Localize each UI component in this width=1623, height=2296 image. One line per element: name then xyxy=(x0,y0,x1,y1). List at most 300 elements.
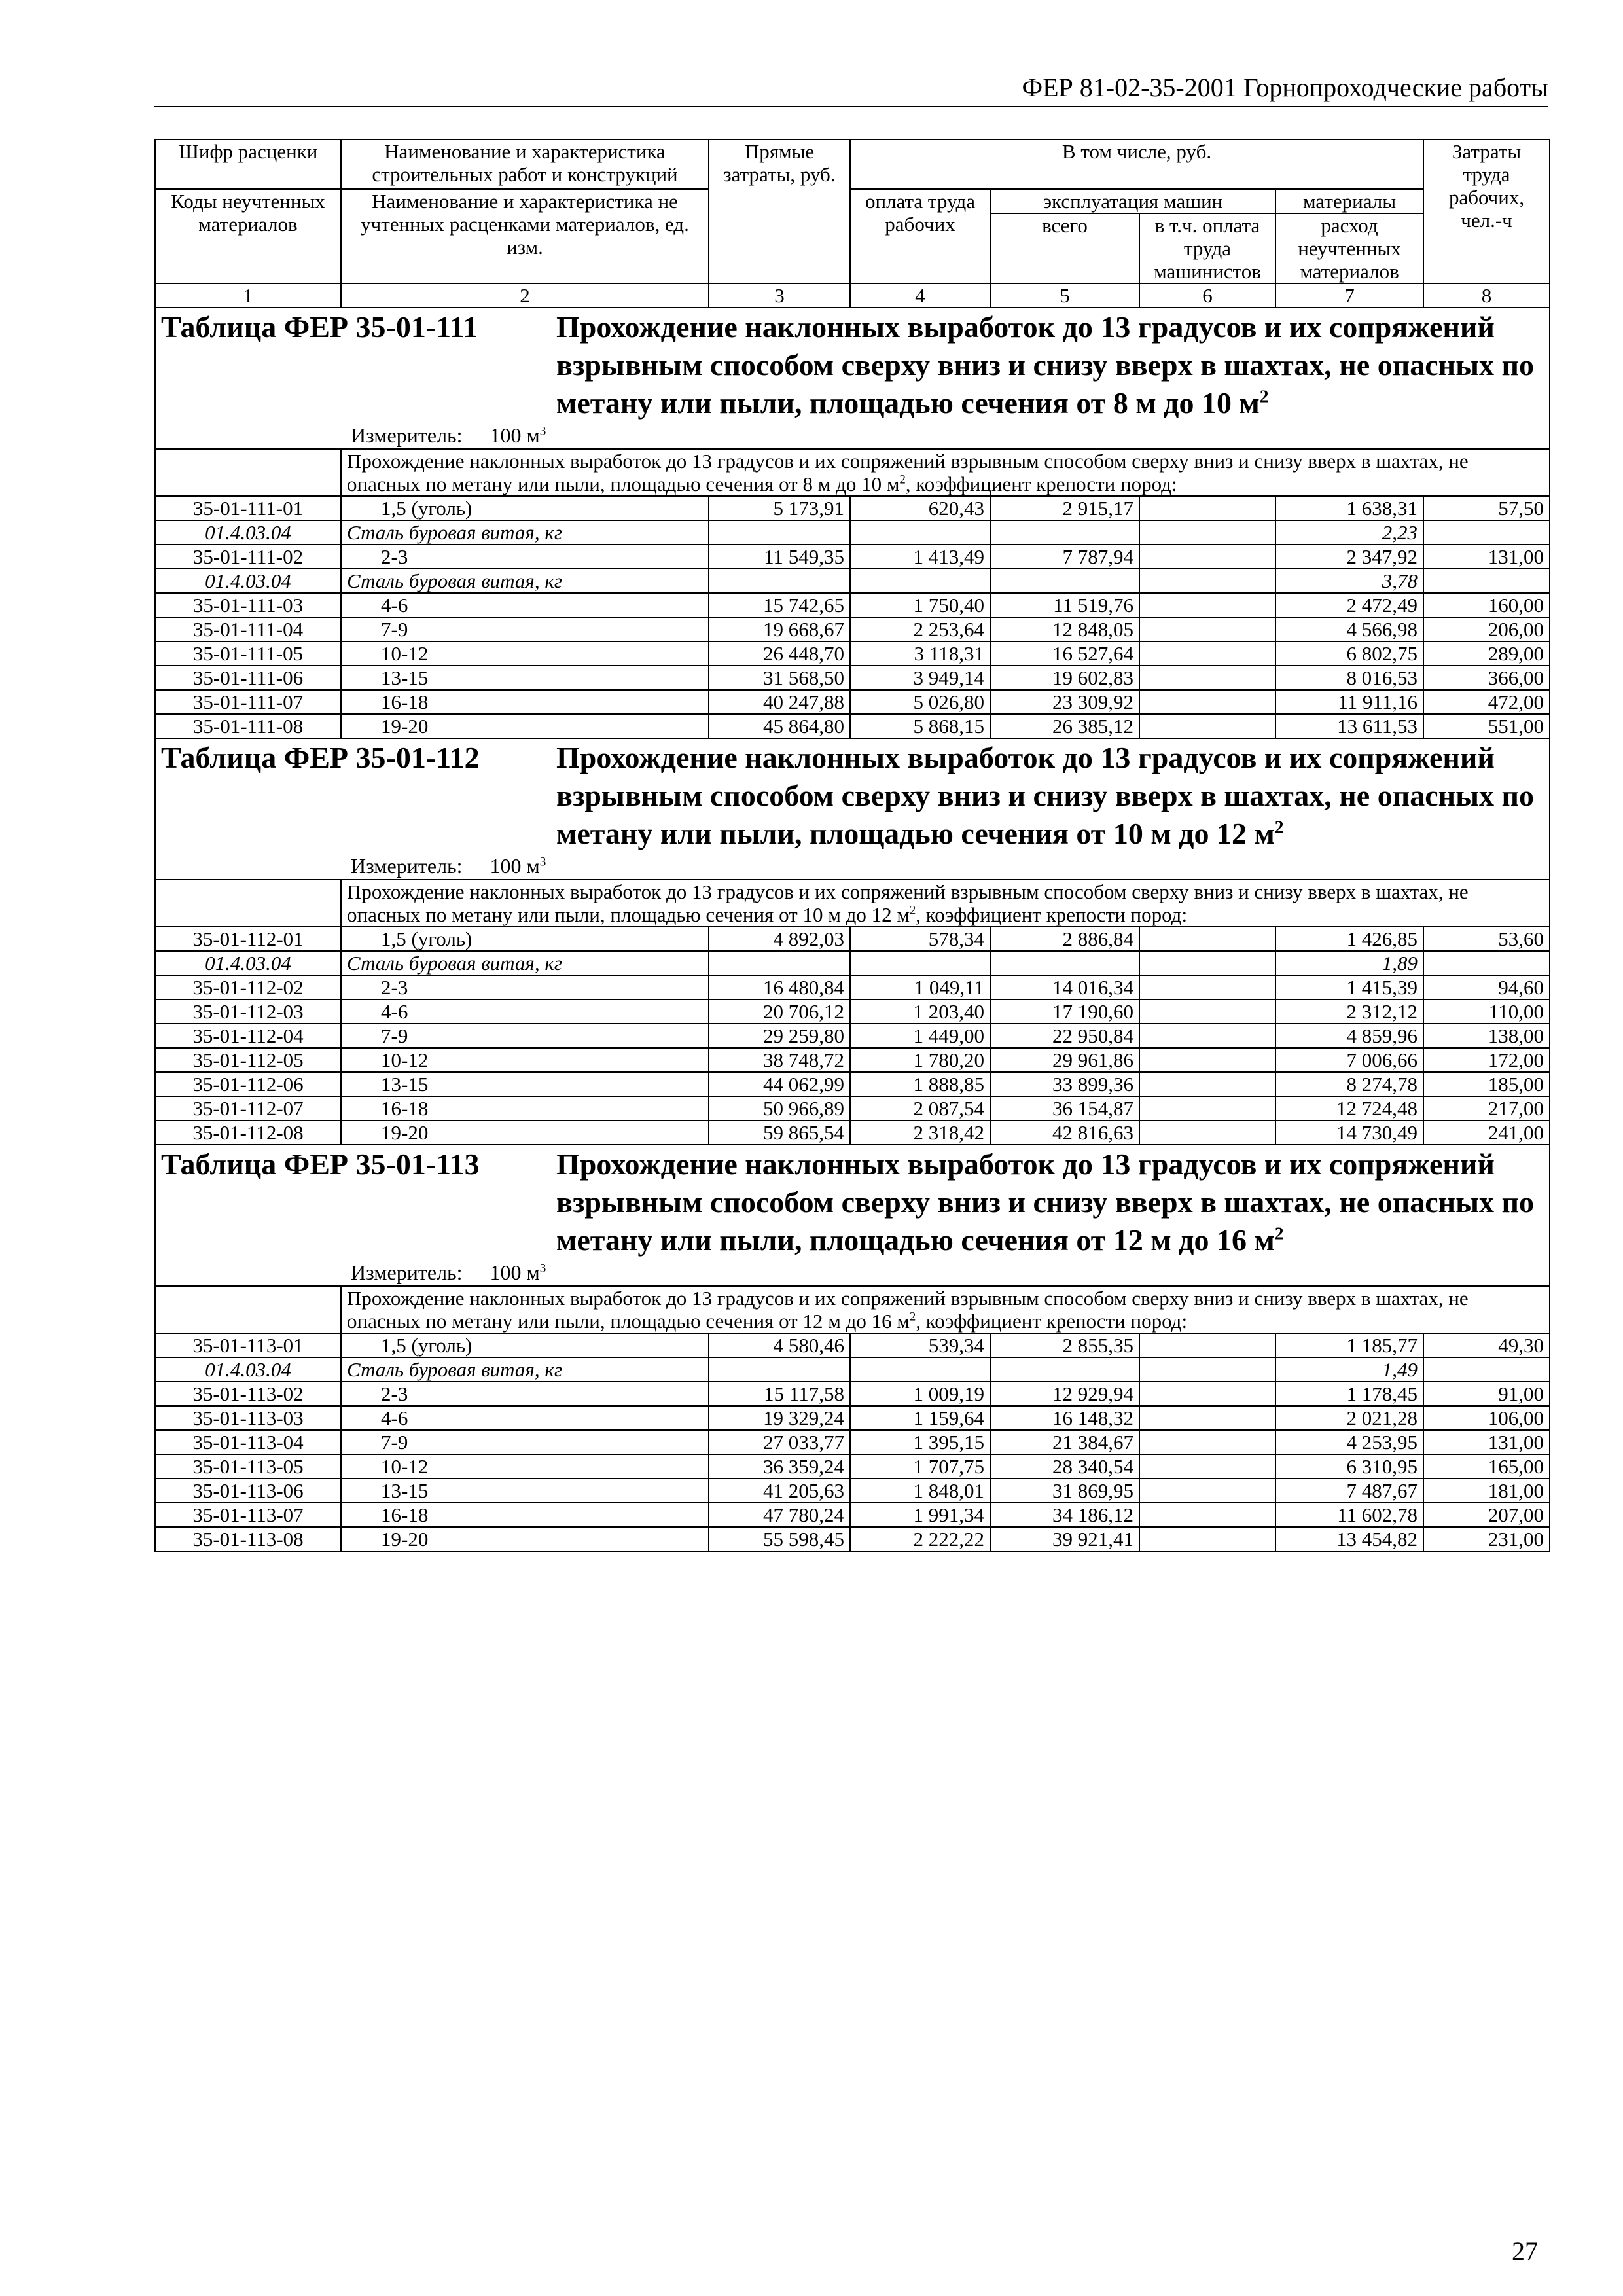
materials-cost: 13 611,53 xyxy=(1275,714,1423,738)
direct-cost: 27 033,77 xyxy=(709,1430,850,1454)
rate-name: 4-6 xyxy=(341,593,709,617)
labor-pay: 2 222,22 xyxy=(850,1527,990,1551)
materials-cost: 4 859,96 xyxy=(1275,1024,1423,1048)
empty-cell xyxy=(1139,520,1275,545)
page-number: 27 xyxy=(1512,2236,1538,2266)
machine-cost: 2 855,35 xyxy=(990,1333,1139,1357)
machine-cost: 39 921,41 xyxy=(990,1527,1139,1551)
labor-hours: 231,00 xyxy=(1423,1527,1550,1551)
rate-name: 16-18 xyxy=(341,690,709,714)
desc-text-tail: , коэффициент крепости пород: xyxy=(916,1310,1188,1333)
labor-pay: 1 203,40 xyxy=(850,999,990,1024)
machine-cost: 33 899,36 xyxy=(990,1072,1139,1096)
table-row xyxy=(155,975,1550,999)
empty-cell xyxy=(850,951,990,975)
labor-hours: 185,00 xyxy=(1423,1072,1550,1096)
section-description xyxy=(341,449,1550,496)
rate-code: 35-01-112-03 xyxy=(155,999,341,1024)
desc-empty-cell xyxy=(155,449,341,496)
table-code: Таблица ФЕР 35-01-111 xyxy=(161,310,478,344)
rate-code: 35-01-111-01 xyxy=(155,496,341,520)
direct-cost: 4 580,46 xyxy=(709,1333,850,1357)
machine-cost: 29 961,86 xyxy=(990,1048,1139,1072)
desc-empty-cell xyxy=(155,880,341,927)
table-name xyxy=(556,739,1544,853)
rate-name: 19-20 xyxy=(341,714,709,738)
machine-cost: 11 519,76 xyxy=(990,593,1139,617)
machine-cost: 31 869,95 xyxy=(990,1479,1139,1503)
rate-code: 35-01-112-06 xyxy=(155,1072,341,1096)
col-number: 1 xyxy=(155,283,341,308)
materials-cost: 8 016,53 xyxy=(1275,666,1423,690)
empty-cell xyxy=(1423,951,1550,975)
section-title-row xyxy=(155,738,1550,880)
direct-cost: 38 748,72 xyxy=(709,1048,850,1072)
direct-cost: 15 742,65 xyxy=(709,593,850,617)
rate-name: 7-9 xyxy=(341,617,709,641)
measure-line xyxy=(161,422,1544,448)
labor-hours: 94,60 xyxy=(1423,975,1550,999)
rate-name: 1,5 (уголь) xyxy=(341,1333,709,1357)
desc-empty-cell xyxy=(155,1286,341,1333)
col-number: 7 xyxy=(1275,283,1423,308)
machinist-pay xyxy=(1139,545,1275,569)
direct-cost: 29 259,80 xyxy=(709,1024,850,1048)
materials-cost: 2 021,28 xyxy=(1275,1406,1423,1430)
direct-cost: 50 966,89 xyxy=(709,1096,850,1121)
labor-hours: 57,50 xyxy=(1423,496,1550,520)
section-title-wrap xyxy=(161,308,1544,422)
direct-cost: 20 706,12 xyxy=(709,999,850,1024)
table-name-text: Прохождение наклонных выработок до 13 градусов и их сопряжений взрывным способом сверху вниз и снизу вверх в шахтах, не опасных по метану или пыли, площадью сечения от 12 м до 16 м xyxy=(556,1147,1535,1257)
direct-cost: 26 448,70 xyxy=(709,641,850,666)
column-numbers-row xyxy=(155,283,1550,308)
machine-cost: 19 602,83 xyxy=(990,666,1139,690)
empty-cell xyxy=(709,569,850,593)
rate-code: 35-01-111-04 xyxy=(155,617,341,641)
machinist-pay xyxy=(1139,641,1275,666)
materials-cost: 14 730,49 xyxy=(1275,1121,1423,1145)
machine-cost: 7 787,94 xyxy=(990,545,1139,569)
measure-value-text: 100 м xyxy=(490,854,540,878)
labor-pay: 1 750,40 xyxy=(850,593,990,617)
rate-name: 13-15 xyxy=(341,1072,709,1096)
table-row xyxy=(155,927,1550,951)
section-description-row xyxy=(155,1286,1550,1333)
th-materials: материалы xyxy=(1275,189,1423,213)
rate-code: 35-01-113-02 xyxy=(155,1382,341,1406)
table-row xyxy=(155,999,1550,1024)
machinist-pay xyxy=(1139,1479,1275,1503)
labor-pay: 620,43 xyxy=(850,496,990,520)
materials-cost: 2 347,92 xyxy=(1275,545,1423,569)
labor-pay: 2 253,64 xyxy=(850,617,990,641)
labor-pay: 2 318,42 xyxy=(850,1121,990,1145)
rate-name: 19-20 xyxy=(341,1527,709,1551)
measure-value-text: 100 м xyxy=(490,423,540,447)
labor-hours: 217,00 xyxy=(1423,1096,1550,1121)
measure-label: Измеритель: xyxy=(351,423,463,447)
empty-cell xyxy=(709,520,850,545)
table-row xyxy=(155,666,1550,690)
labor-hours: 165,00 xyxy=(1423,1454,1550,1479)
machinist-pay xyxy=(1139,1503,1275,1527)
rate-name: 10-12 xyxy=(341,1048,709,1072)
materials-cost: 2 312,12 xyxy=(1275,999,1423,1024)
machine-cost: 14 016,34 xyxy=(990,975,1139,999)
material-qty: 2,23 xyxy=(1275,520,1423,545)
labor-pay: 1 848,01 xyxy=(850,1479,990,1503)
table-row xyxy=(155,1072,1550,1096)
empty-cell xyxy=(990,569,1139,593)
materials-cost: 4 566,98 xyxy=(1275,617,1423,641)
machine-cost: 12 848,05 xyxy=(990,617,1139,641)
machinist-pay xyxy=(1139,1527,1275,1551)
material-qty: 1,89 xyxy=(1275,951,1423,975)
rate-name: 2-3 xyxy=(341,1382,709,1406)
material-code: 01.4.03.04 xyxy=(155,569,341,593)
section-title xyxy=(155,1145,1550,1286)
desc-text-tail: , коэффициент крепости пород: xyxy=(916,903,1188,926)
running-header: ФЕР 81-02-35-2001 Горнопроходческие работы xyxy=(154,71,1548,107)
th-name: Наименование и характеристика строительных работ и конструкций xyxy=(341,139,709,189)
rate-code: 35-01-112-02 xyxy=(155,975,341,999)
table-row xyxy=(155,1479,1550,1503)
machinist-pay xyxy=(1139,999,1275,1024)
rate-name: 4-6 xyxy=(341,1406,709,1430)
material-name: Сталь буровая витая, кг xyxy=(341,569,709,593)
rates-table xyxy=(154,139,1550,1552)
rate-name: 19-20 xyxy=(341,1121,709,1145)
measure-value xyxy=(490,1261,546,1284)
desc-sup: 2 xyxy=(909,903,916,918)
labor-pay: 1 413,49 xyxy=(850,545,990,569)
direct-cost: 16 480,84 xyxy=(709,975,850,999)
rate-name: 1,5 (уголь) xyxy=(341,496,709,520)
materials-cost: 12 724,48 xyxy=(1275,1096,1423,1121)
rate-code: 35-01-112-04 xyxy=(155,1024,341,1048)
labor-hours: 472,00 xyxy=(1423,690,1550,714)
col-number: 5 xyxy=(990,283,1139,308)
machine-cost: 36 154,87 xyxy=(990,1096,1139,1121)
rate-name: 13-15 xyxy=(341,666,709,690)
col-number: 3 xyxy=(709,283,850,308)
rate-code: 35-01-111-07 xyxy=(155,690,341,714)
rate-code: 35-01-111-05 xyxy=(155,641,341,666)
rate-code: 35-01-113-06 xyxy=(155,1479,341,1503)
direct-cost: 41 205,63 xyxy=(709,1479,850,1503)
labor-hours: 207,00 xyxy=(1423,1503,1550,1527)
empty-cell xyxy=(709,1357,850,1382)
table-row xyxy=(155,714,1550,738)
rate-code: 35-01-111-06 xyxy=(155,666,341,690)
labor-hours: 131,00 xyxy=(1423,1430,1550,1454)
table-row xyxy=(155,1527,1550,1551)
section-description-row xyxy=(155,449,1550,496)
labor-hours: 181,00 xyxy=(1423,1479,1550,1503)
labor-pay: 1 449,00 xyxy=(850,1024,990,1048)
col-number: 4 xyxy=(850,283,990,308)
measure-label: Измеритель: xyxy=(351,1261,463,1284)
table-name-sup: 2 xyxy=(1259,386,1269,406)
machinist-pay xyxy=(1139,1024,1275,1048)
rate-code: 35-01-113-08 xyxy=(155,1527,341,1551)
table-row xyxy=(155,1024,1550,1048)
labor-hours: 289,00 xyxy=(1423,641,1550,666)
rate-code: 35-01-111-08 xyxy=(155,714,341,738)
machinist-pay xyxy=(1139,1406,1275,1430)
section-title-row xyxy=(155,1145,1550,1286)
material-code: 01.4.03.04 xyxy=(155,951,341,975)
direct-cost: 55 598,45 xyxy=(709,1527,850,1551)
table-row xyxy=(155,1406,1550,1430)
labor-hours: 551,00 xyxy=(1423,714,1550,738)
material-code: 01.4.03.04 xyxy=(155,520,341,545)
table-name xyxy=(556,1145,1544,1259)
table-row xyxy=(155,545,1550,569)
direct-cost: 15 117,58 xyxy=(709,1382,850,1406)
machine-cost: 16 148,32 xyxy=(990,1406,1139,1430)
materials-cost: 11 911,16 xyxy=(1275,690,1423,714)
desc-text-tail: , коэффициент крепости пород: xyxy=(905,473,1177,495)
machinist-pay xyxy=(1139,1121,1275,1145)
th-incl-machinists: в т.ч. оплата труда машинистов xyxy=(1139,213,1275,283)
empty-cell xyxy=(990,520,1139,545)
machinist-pay xyxy=(1139,714,1275,738)
materials-cost: 7 006,66 xyxy=(1275,1048,1423,1072)
labor-hours: 366,00 xyxy=(1423,666,1550,690)
machinist-pay xyxy=(1139,617,1275,641)
rate-name: 7-9 xyxy=(341,1024,709,1048)
direct-cost: 11 549,35 xyxy=(709,545,850,569)
machine-cost: 2 915,17 xyxy=(990,496,1139,520)
labor-pay: 1 049,11 xyxy=(850,975,990,999)
rate-code: 35-01-112-01 xyxy=(155,927,341,951)
labor-hours: 241,00 xyxy=(1423,1121,1550,1145)
rate-name: 10-12 xyxy=(341,641,709,666)
th-codes-unlisted: Коды неучтенных материалов xyxy=(155,189,341,283)
measure-value-text: 100 м xyxy=(490,1261,540,1284)
section-title-wrap xyxy=(161,739,1544,853)
table-code: Таблица ФЕР 35-01-113 xyxy=(161,1147,480,1181)
machinist-pay xyxy=(1139,1454,1275,1479)
labor-pay: 1 395,15 xyxy=(850,1430,990,1454)
labor-hours: 160,00 xyxy=(1423,593,1550,617)
section-title-row xyxy=(155,308,1550,449)
machine-cost: 23 309,92 xyxy=(990,690,1139,714)
machine-cost: 42 816,63 xyxy=(990,1121,1139,1145)
materials-cost: 7 487,67 xyxy=(1275,1479,1423,1503)
labor-pay: 539,34 xyxy=(850,1333,990,1357)
table-name xyxy=(556,308,1544,422)
rate-code: 35-01-113-03 xyxy=(155,1406,341,1430)
th-labor-cost: Затраты труда рабочих, чел.-ч xyxy=(1423,139,1550,283)
material-row xyxy=(155,1357,1550,1382)
direct-cost: 19 329,24 xyxy=(709,1406,850,1430)
table-name-text: Прохождение наклонных выработок до 13 градусов и их сопряжений взрывным способом сверху вниз и снизу вверх в шахтах, не опасных по метану или пыли, площадью сечения от 8 м до 10 м xyxy=(556,310,1535,420)
th-name-unlisted: Наименование и характеристика не учтенных расценками материалов, ед. изм. xyxy=(341,189,709,283)
measure-sup: 3 xyxy=(539,1261,546,1276)
material-row xyxy=(155,569,1550,593)
material-row xyxy=(155,520,1550,545)
labor-pay: 578,34 xyxy=(850,927,990,951)
direct-cost: 19 668,67 xyxy=(709,617,850,641)
measure-value xyxy=(490,423,546,447)
table-code: Таблица ФЕР 35-01-112 xyxy=(161,741,480,774)
direct-cost: 5 173,91 xyxy=(709,496,850,520)
labor-pay: 5 868,15 xyxy=(850,714,990,738)
rate-name: 16-18 xyxy=(341,1096,709,1121)
th-total: всего xyxy=(990,213,1139,283)
labor-pay: 1 888,85 xyxy=(850,1072,990,1096)
direct-cost: 40 247,88 xyxy=(709,690,850,714)
rate-code: 35-01-113-01 xyxy=(155,1333,341,1357)
rate-name: 4-6 xyxy=(341,999,709,1024)
machinist-pay xyxy=(1139,496,1275,520)
machine-cost: 22 950,84 xyxy=(990,1024,1139,1048)
table-row xyxy=(155,690,1550,714)
material-row xyxy=(155,951,1550,975)
materials-cost: 1 178,45 xyxy=(1275,1382,1423,1406)
measure-sup: 3 xyxy=(539,424,546,439)
th-direct: Прямые затраты, руб. xyxy=(709,139,850,283)
labor-hours: 131,00 xyxy=(1423,545,1550,569)
machinist-pay xyxy=(1139,1072,1275,1096)
section-description-row xyxy=(155,880,1550,927)
materials-cost: 6 310,95 xyxy=(1275,1454,1423,1479)
machine-cost: 17 190,60 xyxy=(990,999,1139,1024)
machinist-pay xyxy=(1139,1048,1275,1072)
machinist-pay xyxy=(1139,1333,1275,1357)
section-description xyxy=(341,1286,1550,1333)
desc-text: Прохождение наклонных выработок до 13 градусов и их сопряжений взрывным способом сверху вниз и снизу вверх в шахтах, не опасных по метану или пыли, площадью сечения от 10 м до 12 м xyxy=(347,880,1469,926)
empty-cell xyxy=(990,1357,1139,1382)
rate-code: 35-01-112-07 xyxy=(155,1096,341,1121)
materials-cost: 1 638,31 xyxy=(1275,496,1423,520)
empty-cell xyxy=(1139,951,1275,975)
labor-pay: 3 949,14 xyxy=(850,666,990,690)
col-number: 6 xyxy=(1139,283,1275,308)
table-name-text: Прохождение наклонных выработок до 13 градусов и их сопряжений взрывным способом сверху вниз и снизу вверх в шахтах, не опасных по метану или пыли, площадью сечения от 10 м до 12 м xyxy=(556,741,1535,850)
material-name: Сталь буровая витая, кг xyxy=(341,951,709,975)
empty-cell xyxy=(1423,520,1550,545)
table-name-sup: 2 xyxy=(1274,1223,1284,1244)
materials-cost: 1 185,77 xyxy=(1275,1333,1423,1357)
empty-cell xyxy=(1423,1357,1550,1382)
table-row xyxy=(155,1121,1550,1145)
rate-name: 1,5 (уголь) xyxy=(341,927,709,951)
direct-cost: 44 062,99 xyxy=(709,1072,850,1096)
material-qty: 3,78 xyxy=(1275,569,1423,593)
section-description xyxy=(341,880,1550,927)
table-row xyxy=(155,1503,1550,1527)
materials-cost: 6 802,75 xyxy=(1275,641,1423,666)
labor-hours: 106,00 xyxy=(1423,1406,1550,1430)
machinist-pay xyxy=(1139,927,1275,951)
table-row xyxy=(155,1454,1550,1479)
table-name-sup: 2 xyxy=(1274,816,1284,837)
rate-name: 10-12 xyxy=(341,1454,709,1479)
direct-cost: 36 359,24 xyxy=(709,1454,850,1479)
rate-name: 16-18 xyxy=(341,1503,709,1527)
labor-hours: 91,00 xyxy=(1423,1382,1550,1406)
table-row xyxy=(155,1096,1550,1121)
measure-line xyxy=(161,853,1544,879)
labor-hours: 206,00 xyxy=(1423,617,1550,641)
material-name: Сталь буровая витая, кг xyxy=(341,520,709,545)
empty-cell xyxy=(1139,1357,1275,1382)
labor-pay: 1 780,20 xyxy=(850,1048,990,1072)
labor-hours: 172,00 xyxy=(1423,1048,1550,1072)
machine-cost: 26 385,12 xyxy=(990,714,1139,738)
machine-cost: 16 527,64 xyxy=(990,641,1139,666)
materials-cost: 1 415,39 xyxy=(1275,975,1423,999)
table-row xyxy=(155,1048,1550,1072)
labor-pay: 2 087,54 xyxy=(850,1096,990,1121)
machinist-pay xyxy=(1139,690,1275,714)
labor-pay: 1 991,34 xyxy=(850,1503,990,1527)
machine-cost: 28 340,54 xyxy=(990,1454,1139,1479)
empty-cell xyxy=(850,569,990,593)
measure-sup: 3 xyxy=(539,855,546,869)
rate-code: 35-01-113-04 xyxy=(155,1430,341,1454)
table-row xyxy=(155,1333,1550,1357)
section-title xyxy=(155,738,1550,880)
rate-name: 2-3 xyxy=(341,975,709,999)
materials-cost: 4 253,95 xyxy=(1275,1430,1423,1454)
labor-hours: 53,60 xyxy=(1423,927,1550,951)
machine-cost: 34 186,12 xyxy=(990,1503,1139,1527)
th-code: Шифр расценки xyxy=(155,139,341,189)
table-row xyxy=(155,496,1550,520)
empty-cell xyxy=(850,1357,990,1382)
col-number: 8 xyxy=(1423,283,1550,308)
section-title xyxy=(155,308,1550,449)
rate-code: 35-01-111-02 xyxy=(155,545,341,569)
col-number: 2 xyxy=(341,283,709,308)
desc-text: Прохождение наклонных выработок до 13 градусов и их сопряжений взрывным способом сверху вниз и снизу вверх в шахтах, не опасных по метану или пыли, площадью сечения от 12 м до 16 м xyxy=(347,1287,1469,1333)
empty-cell xyxy=(990,951,1139,975)
direct-cost: 4 892,03 xyxy=(709,927,850,951)
machinist-pay xyxy=(1139,1430,1275,1454)
desc-sup: 2 xyxy=(899,473,906,487)
table-row xyxy=(155,1430,1550,1454)
rate-code: 35-01-113-07 xyxy=(155,1503,341,1527)
labor-hours: 138,00 xyxy=(1423,1024,1550,1048)
material-code: 01.4.03.04 xyxy=(155,1357,341,1382)
measure-value xyxy=(490,854,546,878)
machinist-pay xyxy=(1139,666,1275,690)
desc-text: Прохождение наклонных выработок до 13 градусов и их сопряжений взрывным способом сверху вниз и снизу вверх в шахтах, не опасных по метану или пыли, площадью сечения от 8 м до 10 м xyxy=(347,450,1469,495)
material-name: Сталь буровая витая, кг xyxy=(341,1357,709,1382)
labor-pay: 5 026,80 xyxy=(850,690,990,714)
materials-cost: 1 426,85 xyxy=(1275,927,1423,951)
labor-pay: 1 009,19 xyxy=(850,1382,990,1406)
measure-label: Измеритель: xyxy=(351,854,463,878)
rate-name: 2-3 xyxy=(341,545,709,569)
machine-cost: 2 886,84 xyxy=(990,927,1139,951)
labor-pay: 1 707,75 xyxy=(850,1454,990,1479)
table-row xyxy=(155,593,1550,617)
rate-name: 13-15 xyxy=(341,1479,709,1503)
rate-name: 7-9 xyxy=(341,1430,709,1454)
machinist-pay xyxy=(1139,593,1275,617)
materials-cost: 11 602,78 xyxy=(1275,1503,1423,1527)
rate-code: 35-01-112-05 xyxy=(155,1048,341,1072)
section-title-wrap xyxy=(161,1145,1544,1259)
machine-cost: 12 929,94 xyxy=(990,1382,1139,1406)
machinist-pay xyxy=(1139,1096,1275,1121)
